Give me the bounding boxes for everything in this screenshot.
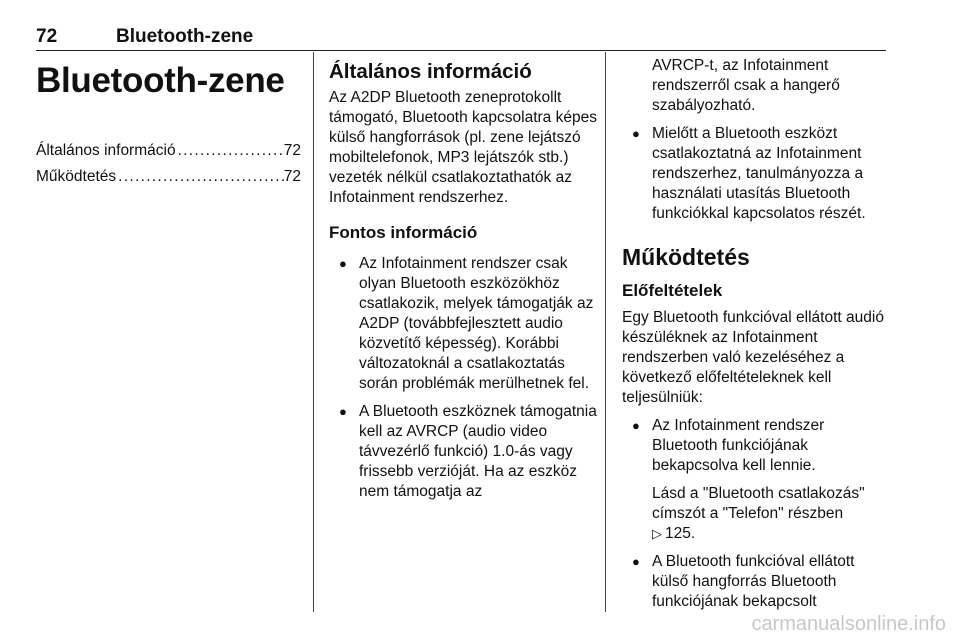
bullet-icon: ● bbox=[632, 418, 640, 433]
toc-item-label: Működtetés bbox=[36, 168, 117, 185]
toc-item-operation[interactable] bbox=[36, 164, 301, 190]
chapter-title: Bluetooth-zene bbox=[36, 61, 285, 100]
prerequisites-list bbox=[622, 416, 887, 612]
running-title: Bluetooth-zene bbox=[116, 26, 254, 47]
bullet-icon: ● bbox=[339, 404, 347, 419]
list-item-text: A Bluetooth funkcióval ellátott külső hangforrás Bluetooth funkciójának bekapcsolt bbox=[652, 553, 855, 610]
toc-leader-dots bbox=[176, 138, 284, 164]
continued-bullet-text: AVRCP-t, az Infotainment rendszerről csak a hangerő szabályozható. bbox=[652, 57, 840, 114]
bullet-icon: ● bbox=[632, 126, 640, 141]
toc-item-general-info[interactable] bbox=[36, 138, 301, 164]
header-rule bbox=[36, 50, 886, 51]
list-item bbox=[622, 124, 887, 224]
cross-reference-text: Lásd a "Bluetooth csatlakozás" címszót a "Telefon" részben bbox=[652, 485, 865, 522]
page-number: 72 bbox=[36, 26, 58, 47]
list-item-text: Az Infotainment rendszer Bluetooth funkciójának bekapcsolva kell lennie. bbox=[652, 417, 825, 474]
column-general-info bbox=[329, 56, 599, 502]
bullet-icon: ● bbox=[339, 256, 347, 271]
list-item bbox=[329, 254, 599, 394]
list-item bbox=[622, 416, 887, 544]
table-of-contents bbox=[36, 138, 301, 190]
toc-item-label: Általános információ bbox=[36, 142, 176, 159]
column-operation bbox=[622, 56, 887, 612]
subheading-important-info: Fontos információ bbox=[329, 223, 478, 242]
toc-item-page: 72 bbox=[283, 142, 301, 159]
important-info-list bbox=[329, 254, 599, 502]
reference-arrow-icon: ▷ bbox=[652, 526, 662, 541]
list-item bbox=[329, 402, 599, 502]
toc-item-page: 72 bbox=[283, 168, 301, 185]
toc-leader-dots bbox=[116, 164, 284, 190]
column-toc bbox=[36, 56, 301, 190]
watermark: carmanualsonline.info bbox=[751, 613, 946, 635]
page-header bbox=[36, 26, 886, 50]
cross-reference bbox=[652, 484, 887, 544]
cross-reference-page[interactable]: 125. bbox=[665, 525, 696, 542]
bullet-icon: ● bbox=[632, 554, 640, 569]
list-item-text: Az Infotainment rendszer csak olyan Bluetooth eszközökhöz csatlakozik, melyek támogatják az A2DP (továbbfejlesztett audio közvetítő képesség). Korábbi változatoknál a csatlakoztatás során problémák merülhetnek fel. bbox=[359, 255, 594, 392]
section-heading-general-info: Általános információ bbox=[329, 60, 532, 83]
prerequisites-paragraph: Egy Bluetooth funkcióval ellátott audió készüléknek az Infotainment rendszerben való kezeléséhez a következő előfeltételeknek kell teljesülniük: bbox=[622, 309, 884, 406]
subheading-prerequisites: Előfeltételek bbox=[622, 281, 723, 300]
column-rule-right bbox=[605, 52, 606, 612]
list-item-text: Mielőtt a Bluetooth eszközt csatlakoztatná az Infotainment rendszerhez, tanulmányozza a használati utasítás Bluetooth funkciókkal kapcsolatos részét. bbox=[652, 125, 866, 222]
list-item-text: A Bluetooth eszköznek támogatnia kell az AVRCP (audio video távvezérlő funkció) 1.0-ás vagy frissebb verzióját. Ha az eszköz nem támogatja az bbox=[359, 403, 597, 500]
intro-paragraph: Az A2DP Bluetooth zeneprotokollt támogató, Bluetooth kapcsolatra képes külső hangforrások (pl. zene lejátszó mobiltelefonok, MP3 lejátszók stb.) vezeték nélkül csatlakoztathatók az Infotainment rendszerhez. bbox=[329, 89, 597, 206]
column-rule-left bbox=[313, 52, 314, 612]
section-heading-operation: Működtetés bbox=[622, 244, 750, 270]
list-item bbox=[622, 552, 887, 612]
precaution-list bbox=[622, 124, 887, 224]
